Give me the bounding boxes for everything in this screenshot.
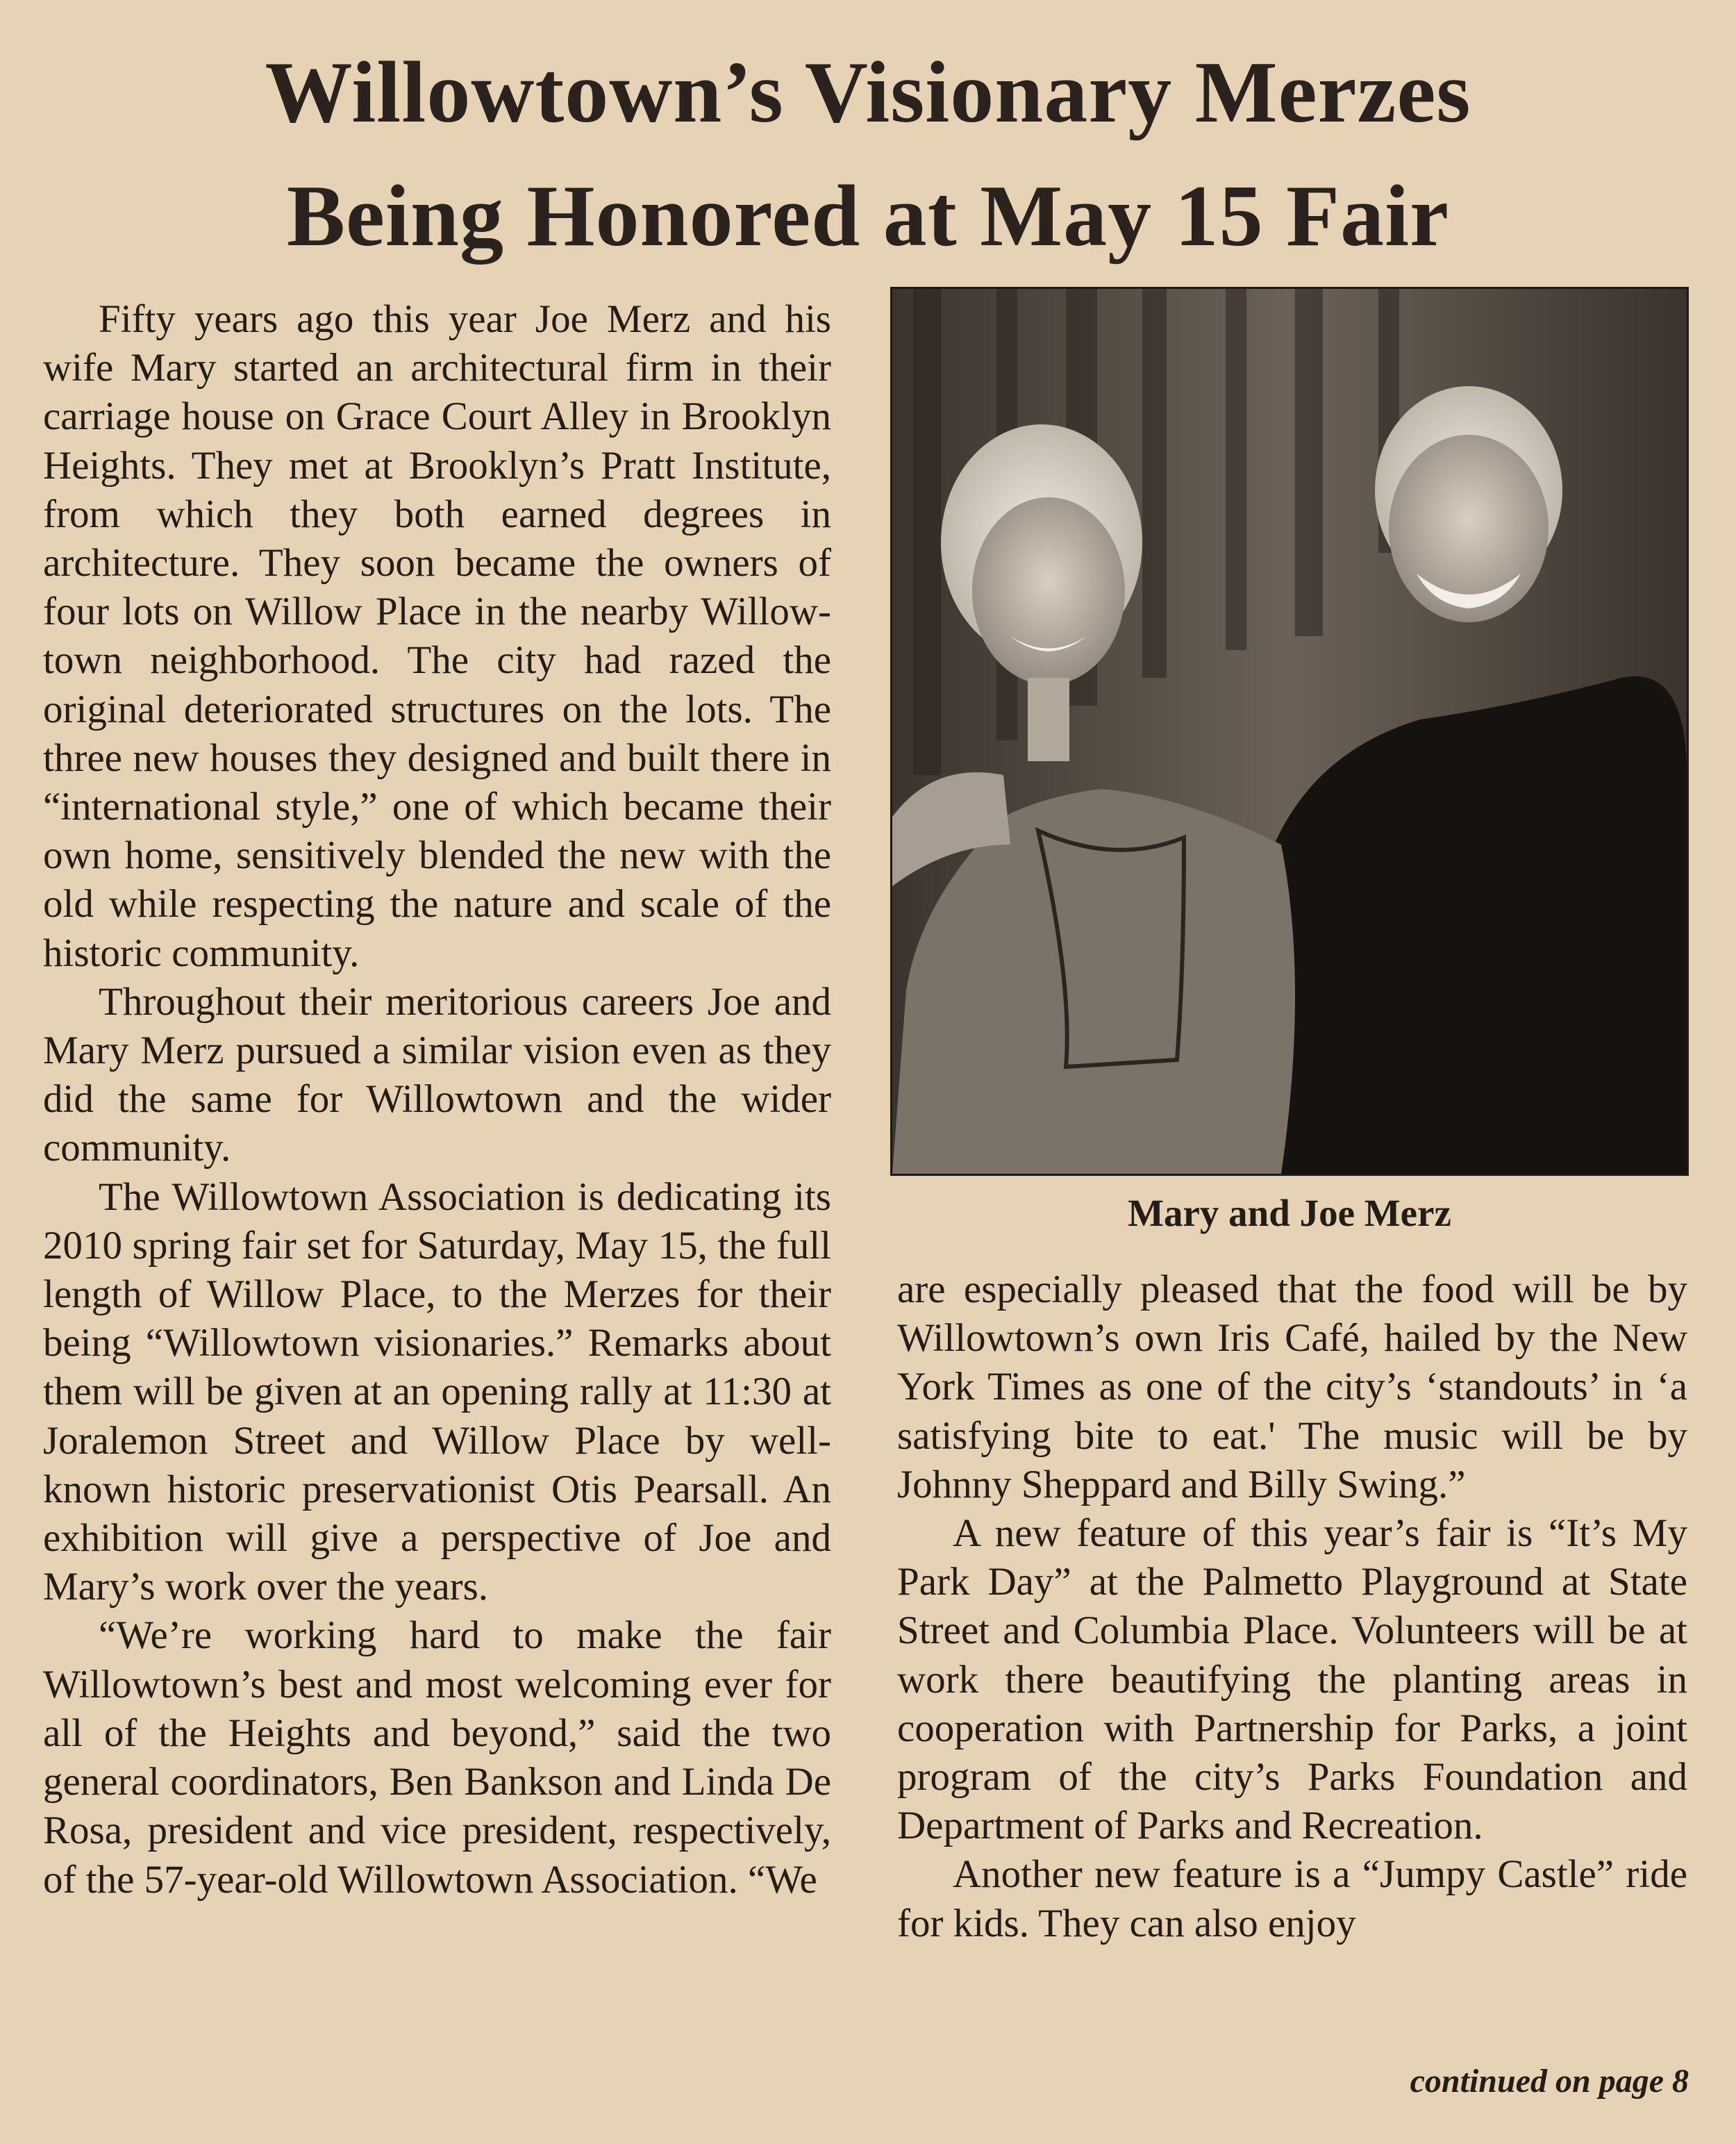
headline [42,31,1694,279]
paragraph-6: A new feature of this year’s fair is “It’s My Park Day” at the Palmetto Playground at State Street and Columbia Place. Volunteers will be at work there beautifying the planting areas in cooperation with Partnership for Parks, a joint program of the city’s Parks Foundation and Department of Parks and Recreation. [897,1511,1687,1848]
left-column [43,295,831,1904]
paragraph-3: The Willowtown Association is dedicating its 2010 spring fair set for Saturday, May 15, the full length of Willow Place, to the Merzes for their being “Willowtown visionaries.” Remarks about them will be given at an opening rally at 11:30 at Joralemon Street and Willow Place by well-known historic preservationist Otis Pearsall. An exhibition will give a perspective of Joe and Mary’s work over the years. [43,1174,831,1609]
photo-caption: Mary and Joe Merz [1128,1192,1451,1234]
paragraph-4: “We’re working hard to make the fair Willowtown’s best and most welcoming ever for all of the Heights and beyond,” said the two general coordinators, Ben Bankson and Linda De Rosa, president and vice president, respectively, of the 57-year-old Willowtown Association. “We [43,1613,831,1902]
paragraph-5: are especially pleased that the food will be by Willowtown’s own Iris Café, hailed by the New York Times as one of the city’s ‘standouts’ in ‘a satisfying bite to eat.' The music will be by Johnny Sheppard and Billy Swing.” [897,1268,1687,1506]
continued-note: continued on page 8 [1410,2063,1689,2100]
headline-line-1: Willowtown’s Visionary Merzes [265,44,1471,141]
headline-line-2: Being Honored at May 15 Fair [286,168,1450,265]
paragraph-7: Another new feature is a “Jumpy Castle” ride for kids. They can also enjoy [897,1852,1687,1945]
merz-photo [890,287,1689,1176]
paragraph-2: Throughout their meritorious careers Joe and Mary Merz pursued a similar vision even as they did the same for Willowtown and the wider community. [43,979,831,1170]
paragraph-1: Fifty years ago this year Joe Merz and his wife Mary started an architectural firm in their carriage house on Grace Court Alley in Brooklyn Heights. They met at Brooklyn’s Pratt Institute, from which they both earned degrees in architecture. They soon became the owners of four lots on Willow Place in the nearby Willowtown neighborhood. The city had razed the original deteriorated structures on the lots. The three new houses they designed and built there in “international style,” one of which became their own home, sensitively blended the new with the old while respecting the nature and scale of the historic community. [43,297,831,975]
right-column [897,1265,1687,1948]
